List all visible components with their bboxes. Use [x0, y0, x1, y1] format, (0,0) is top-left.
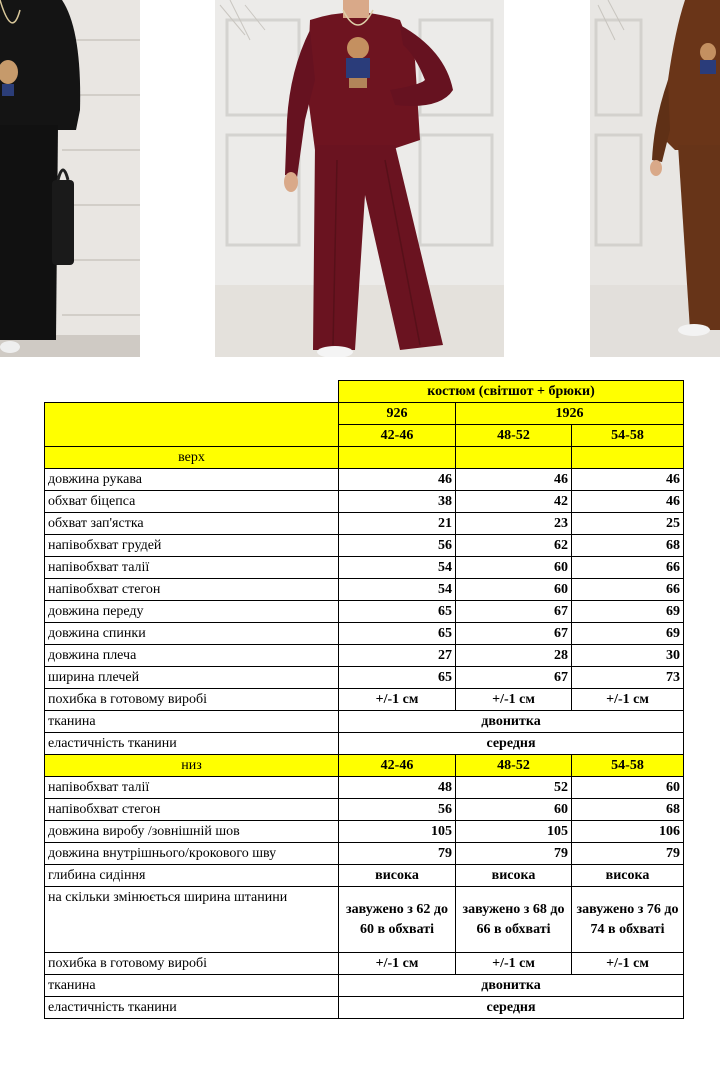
- seat-depth-row: [45, 865, 684, 887]
- cell-value: 60: [456, 557, 572, 579]
- row-label: довжина спинки: [45, 623, 339, 645]
- cell-value: 65: [339, 667, 456, 689]
- row-label: обхват біцепса: [45, 491, 339, 513]
- model-code-1926: 1926: [456, 403, 684, 425]
- cell-value: 79: [572, 843, 684, 865]
- row-label: напівобхват стегон: [45, 799, 339, 821]
- cell-value: завужено з 76 до 74 в обхваті: [572, 887, 684, 953]
- black-suit-photo: [0, 0, 140, 357]
- cell-value: 66: [572, 557, 684, 579]
- top-section-label: верх: [45, 447, 339, 469]
- cell-value: 69: [572, 623, 684, 645]
- bottom-measure-row: [45, 799, 684, 821]
- cell-value: 25: [572, 513, 684, 535]
- cell-value: 56: [339, 535, 456, 557]
- cell-value: 105: [339, 821, 456, 843]
- title-row: [45, 381, 684, 403]
- row-label: тканина: [45, 975, 339, 997]
- row-label: глибина сидіння: [45, 865, 339, 887]
- row-label: на скільки змінюється ширина штанини: [45, 887, 339, 953]
- top-section-row: [45, 447, 684, 469]
- top-measure-row: [45, 579, 684, 601]
- cell-value: 65: [339, 623, 456, 645]
- row-label: еластичність тканини: [45, 733, 339, 755]
- cell-value: 46: [572, 491, 684, 513]
- top-tolerance-row: [45, 689, 684, 711]
- top-measure-row: [45, 601, 684, 623]
- cell-value: 30: [572, 645, 684, 667]
- top-elasticity-row: [45, 733, 684, 755]
- cell-value: 54: [339, 557, 456, 579]
- bottom-section-label: низ: [45, 755, 339, 777]
- cell-value: 21: [339, 513, 456, 535]
- model-code-926: 926: [339, 403, 456, 425]
- cell-value: 67: [456, 667, 572, 689]
- cell-value: 106: [572, 821, 684, 843]
- cell-value: завужено з 62 до 60 в обхваті: [339, 887, 456, 953]
- bottom-fabric-row: [45, 975, 684, 997]
- cell-value: 79: [339, 843, 456, 865]
- cell-value: висока: [456, 865, 572, 887]
- bottom-measure-row: [45, 777, 684, 799]
- cell-value: 60: [456, 799, 572, 821]
- cell-value: 28: [456, 645, 572, 667]
- cell-value: +/-1 см: [456, 953, 572, 975]
- top-measure-row: [45, 491, 684, 513]
- cell-value: 46: [572, 469, 684, 491]
- row-label: тканина: [45, 711, 339, 733]
- cell-value: 60: [572, 777, 684, 799]
- cell-value: 23: [456, 513, 572, 535]
- cell-value: 65: [339, 601, 456, 623]
- merged-value: двонитка: [339, 711, 684, 733]
- row-label: довжина переду: [45, 601, 339, 623]
- size-header: 42-46: [339, 425, 456, 447]
- model-code-row: [45, 403, 684, 425]
- top-measure-row: [45, 513, 684, 535]
- row-label: похибка в готовому виробі: [45, 953, 339, 975]
- bottom-measure-row: [45, 821, 684, 843]
- cell-value: 60: [456, 579, 572, 601]
- cell-value: +/-1 см: [339, 953, 456, 975]
- merged-value: середня: [339, 997, 684, 1019]
- top-measure-row: [45, 469, 684, 491]
- row-label: еластичність тканини: [45, 997, 339, 1019]
- size-header: 48-52: [456, 755, 572, 777]
- row-label: ширина плечей: [45, 667, 339, 689]
- size-header: 42-46: [339, 755, 456, 777]
- top-measure-row: [45, 667, 684, 689]
- cell-value: висока: [339, 865, 456, 887]
- cell-value: 27: [339, 645, 456, 667]
- cell-value: 38: [339, 491, 456, 513]
- yellow-cell: [456, 447, 572, 469]
- row-label: напівобхват стегон: [45, 579, 339, 601]
- brown-suit-photo: [590, 0, 720, 357]
- size-header: 54-58: [572, 755, 684, 777]
- row-label: обхват зап'ястка: [45, 513, 339, 535]
- cell-value: 46: [339, 469, 456, 491]
- row-label: похибка в готовому виробі: [45, 689, 339, 711]
- cell-value: 52: [456, 777, 572, 799]
- cell-value: 69: [572, 601, 684, 623]
- cell-value: 42: [456, 491, 572, 513]
- cell-value: +/-1 см: [339, 689, 456, 711]
- cell-value: +/-1 см: [572, 689, 684, 711]
- cell-value: +/-1 см: [572, 953, 684, 975]
- cell-value: 68: [572, 799, 684, 821]
- size-header: 48-52: [456, 425, 572, 447]
- cell-value: 67: [456, 601, 572, 623]
- cell-value: висока: [572, 865, 684, 887]
- top-measure-row: [45, 645, 684, 667]
- row-label: напівобхват талії: [45, 557, 339, 579]
- row-label: довжина рукава: [45, 469, 339, 491]
- cell-value: 66: [572, 579, 684, 601]
- row-label: довжина плеча: [45, 645, 339, 667]
- cell-value: 79: [456, 843, 572, 865]
- cell-value: 62: [456, 535, 572, 557]
- burgundy-suit-photo: [215, 0, 504, 357]
- empty-header-cell: [45, 381, 339, 403]
- row-label: напівобхват грудей: [45, 535, 339, 557]
- bottom-section-row: [45, 755, 684, 777]
- bottom-elasticity-row: [45, 997, 684, 1019]
- cell-value: 105: [456, 821, 572, 843]
- top-measure-row: [45, 535, 684, 557]
- cell-value: 48: [339, 777, 456, 799]
- top-measure-row: [45, 623, 684, 645]
- cell-value: 46: [456, 469, 572, 491]
- header-blank-cell: [45, 403, 339, 447]
- table-title: костюм (світшот + брюки): [339, 381, 684, 403]
- top-measure-row: [45, 557, 684, 579]
- cell-value: 54: [339, 579, 456, 601]
- bottom-tolerance-row: [45, 953, 684, 975]
- cell-value: +/-1 см: [456, 689, 572, 711]
- yellow-cell: [339, 447, 456, 469]
- row-label: довжина внутрішнього/крокового шву: [45, 843, 339, 865]
- size-header: 54-58: [572, 425, 684, 447]
- yellow-cell: [572, 447, 684, 469]
- bottom-measure-row: [45, 843, 684, 865]
- size-chart-table: [44, 380, 684, 1019]
- cell-value: завужено з 68 до 66 в обхваті: [456, 887, 572, 953]
- row-label: довжина виробу /зовнішній шов: [45, 821, 339, 843]
- cell-value: 73: [572, 667, 684, 689]
- cell-value: 68: [572, 535, 684, 557]
- cell-value: 67: [456, 623, 572, 645]
- merged-value: двонитка: [339, 975, 684, 997]
- leg-width-row: [45, 887, 684, 953]
- merged-value: середня: [339, 733, 684, 755]
- cell-value: 56: [339, 799, 456, 821]
- top-fabric-row: [45, 711, 684, 733]
- row-label: напівобхват талії: [45, 777, 339, 799]
